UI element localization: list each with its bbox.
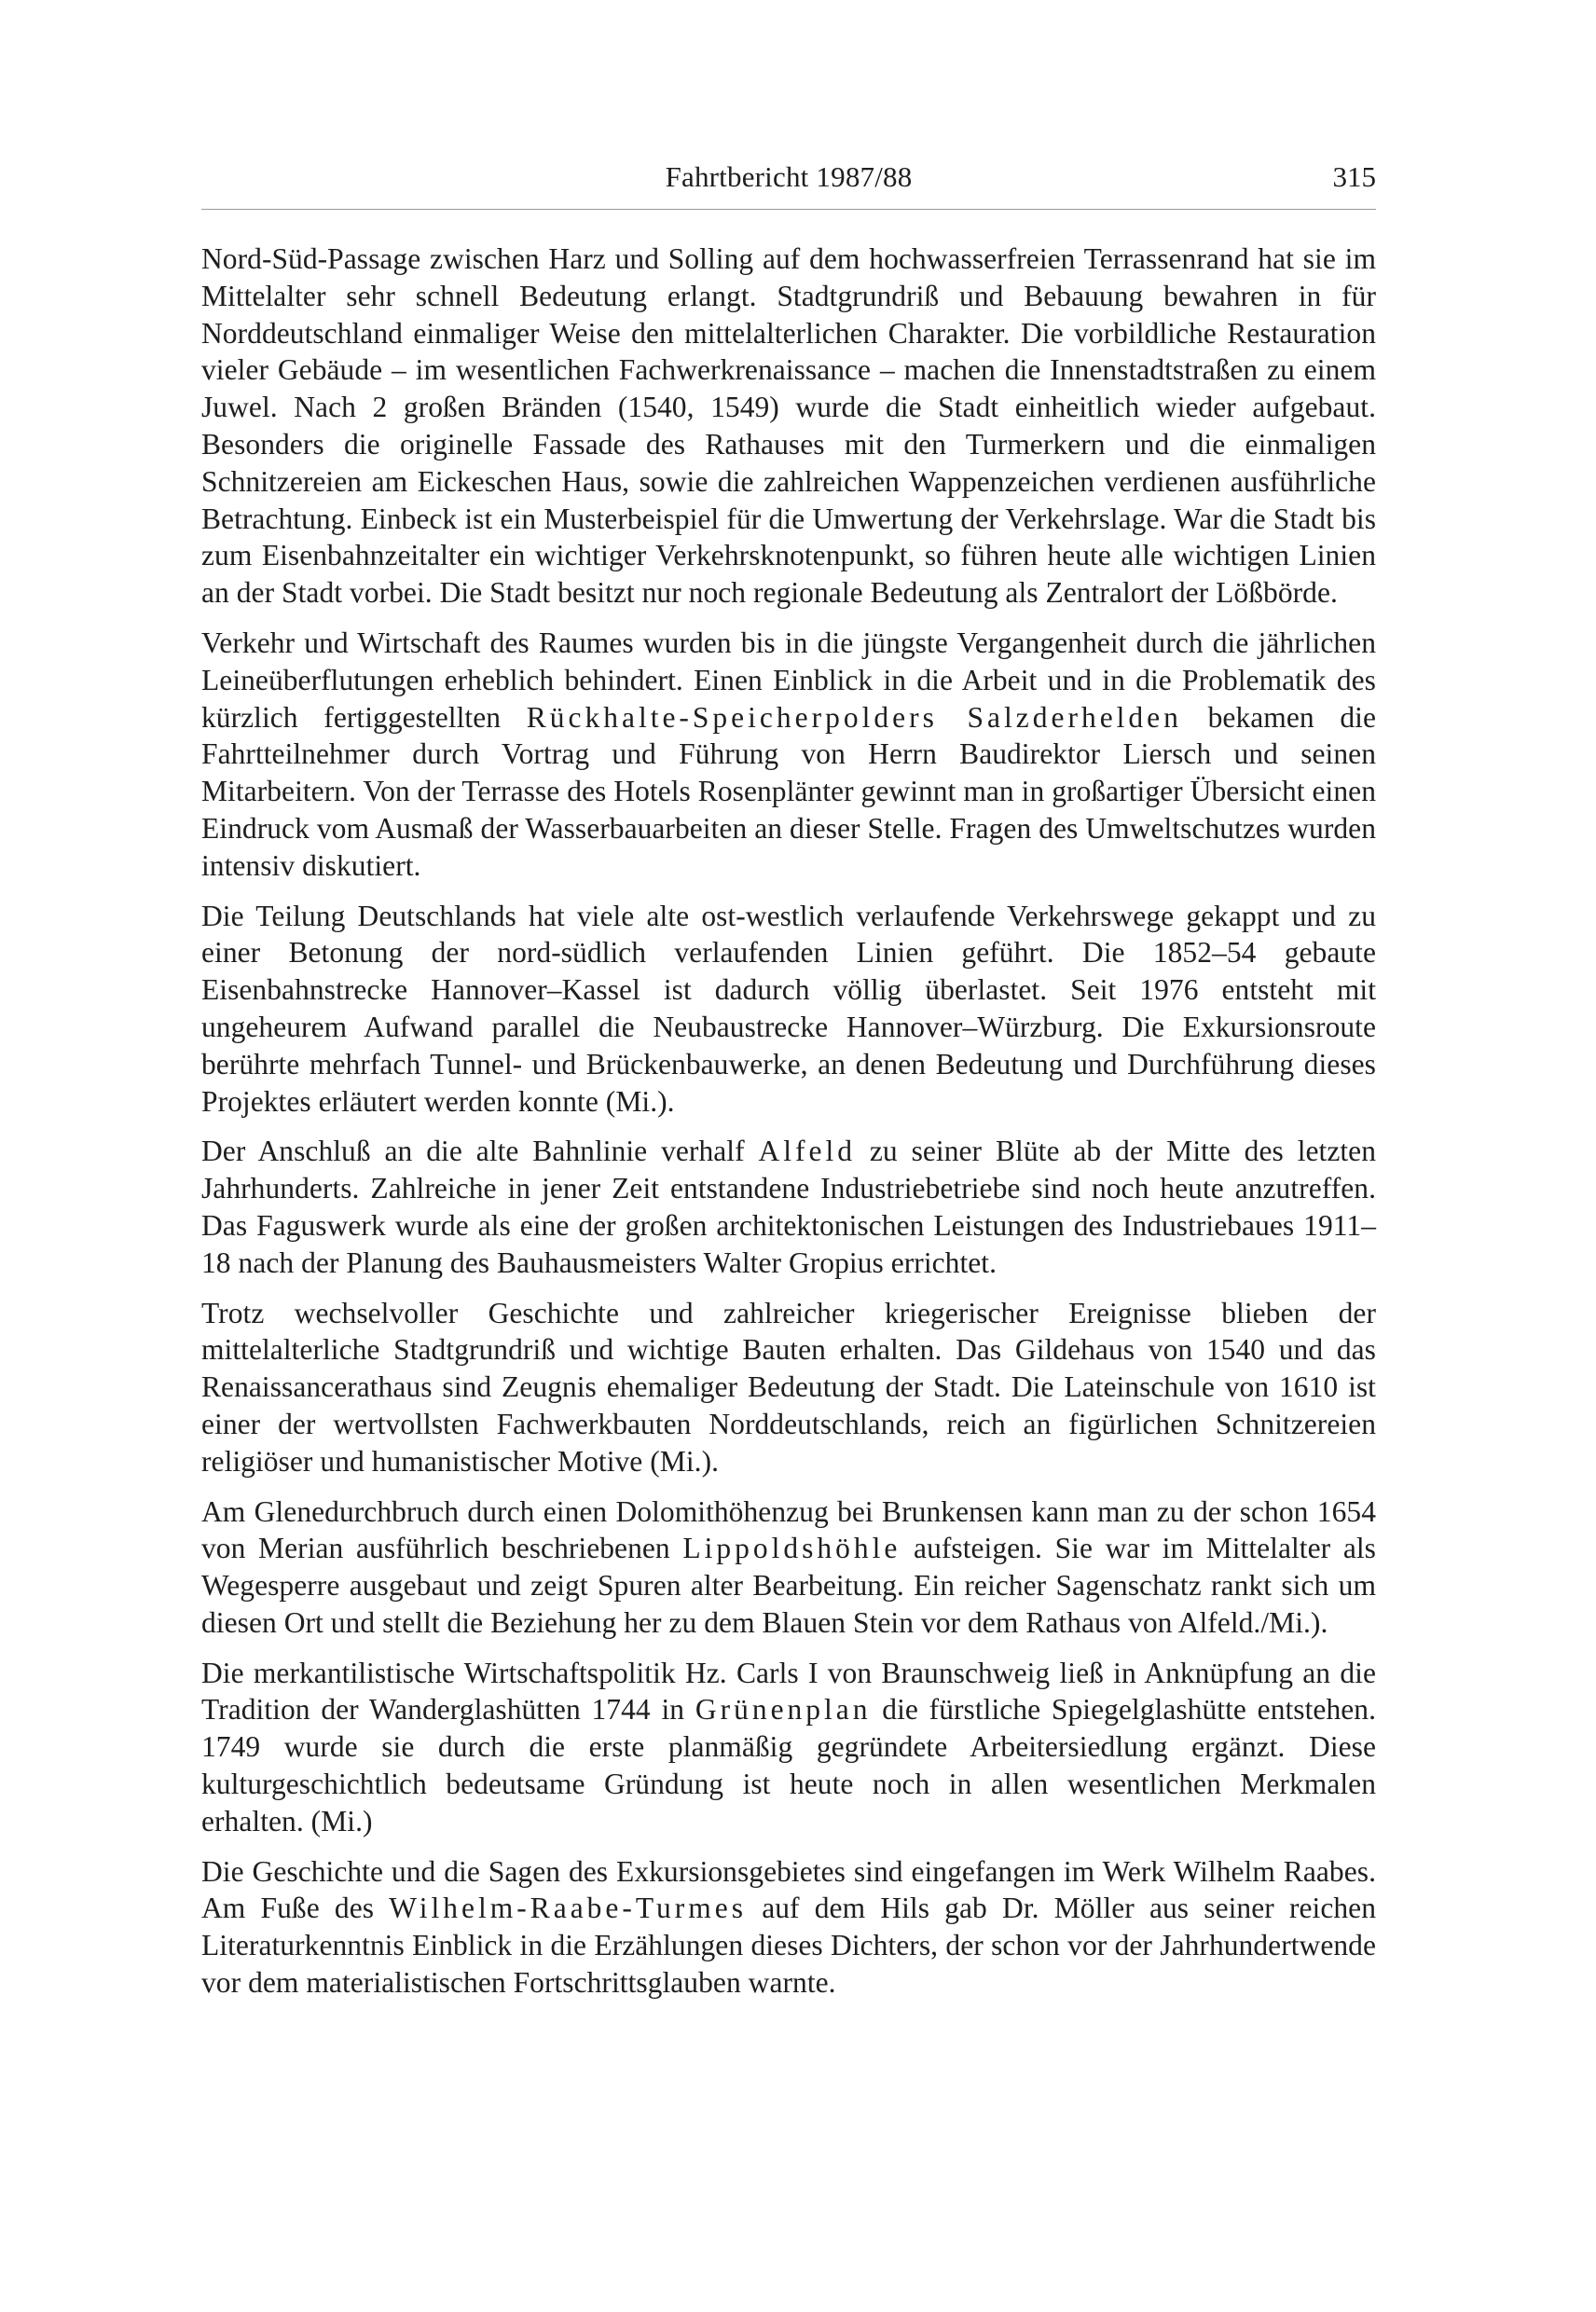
paragraph-neubaustrecke [201,898,1376,1121]
paragraph-salzderhelden [201,625,1376,885]
spaced-place-name: Rückhalte-Speicherpolders Salzderhelden [526,700,1182,734]
paragraph-text: die fürstliche Spiegelglashütte entstehen. 1749 wurde sie durch die erste planmäßig gegründete Arbeitersiedlung ergänzt. Diese kulturgeschichtlich bedeutsame Gründung ist heute noch in allen wesentlichen Merkmalen erhalten. (Mi.) [201,1693,1376,1837]
paragraph-alfeld [201,1133,1376,1281]
paragraph-text: Am Glenedurchbruch durch einen Dolomithöhenzug bei Brunkensen kann man zu der schon 1654 von Merian ausführlich beschriebenen [201,1494,1376,1565]
body-text [201,241,1376,2015]
paragraph-text: Verkehr und Wirtschaft des Raumes wurden bis in die jüngste Vergangenheit durch die jährlichen Leineüberflutungen erheblich behindert. Einen Einblick in die Arbeit und in die Problematik des kürzlich fertiggestellten [201,626,1376,734]
paragraph-text: Die merkantilistische Wirtschaftspolitik Hz. Carls I von Braunschweig ließ in Anknüpfung an die Tradition der Wanderglashütten 1744 in [201,1656,1376,1727]
paragraph-text: Trotz wechselvoller Geschichte und zahlreicher kriegerischer Ereignisse blieben der mittelalterliche Stadtgrundriß und wichtige Bauten erhalten. Das Gildehaus von 1540 und das Renaissancerathaus sind Zeugnis ehemaliger Bedeutung der Stadt. Die Lateinschule von 1610 ist einer der wertvollsten Fachwerkbauten Norddeutschlands, reich an figürlichen Schnitzereien religiöser und humanistischer Motive (Mi.). [201,1296,1376,1478]
paragraph-text: bekamen die Fahrtteilnehmer durch Vortrag und Führung von Herrn Baudirektor Liersch und seinen Mitarbeitern. Von der Terrasse des Hotels Rosenplänter gewinnt man in großartiger Übersicht einen Eindruck vom Ausmaß der Wasserbauarbeiten an dieser Stelle. Fragen des Umweltschutzes wurden intensiv diskutiert. [201,700,1376,882]
paragraph-text: auf dem Hils gab Dr. Möller aus seiner reichen Literaturkenntnis Einblick in die Erzählungen dieses Dichters, der schon vor der Jahrhundertwende vor dem materialistischen Fortschrittsglauben warnte. [201,1892,1377,2000]
paragraph-text: Die Geschichte und die Sagen des Exkursionsgebietes sind eingefangen im Werk Wilhelm Raabes. Am Fuße des [201,1854,1376,1925]
running-header [201,157,1376,198]
paragraph-stadtgrundriss [201,1295,1376,1480]
spaced-place-name: Alfeld [758,1135,856,1168]
header-rule [201,209,1376,210]
paragraph-text: aufsteigen. Sie war im Mittelalter als Wegesperre ausgebaut und zeigt Spuren alter Bearbeitung. Ein reicher Sagenschatz rankt sich um diesen Ort und stellt die Beziehung her zu dem Blauen Stein vor dem Rathaus von Alfeld./Mi.). [201,1532,1376,1639]
spaced-place-name: Wilhelm-Raabe-Turmes [389,1892,748,1925]
paragraph-text: Nord-Süd-Passage zwischen Harz und Solling auf dem hochwasserfreien Terrassenrand hat sie im Mittelalter sehr schnell Bedeutung erlangt. Stadtgrundriß und Bebauung bewahren in für Norddeutschland einmaliger Weise den mittelalterlichen Charakter. Die vorbildliche Restauration vieler Gebäude – im wesentlichen Fachwerkrenaissance – machen die Innenstadtstraßen zu einem Juwel. Nach 2 großen Bränden (1540, 1549) wurde die Stadt einheitlich wieder aufgebaut. Besonders die originelle Fassade des Rathauses mit den Turmerkern und die einmaligen Schnitzereien am Eickeschen Haus, sowie die zahlreichen Wappenzeichen verdienen ausführliche Betrachtung. Einbeck ist ein Musterbeispiel für die Umwertung der Verkehrslage. War die Stadt bis zum Eisenbahnzeitalter ein wichtiger Verkehrsknotenpunkt, so führen heute alle wichtigen Linien an der Stadt vorbei. Die Stadt besitzt nur noch regionale Bedeutung als Zentralort der Lößbörde. [201,242,1376,610]
paragraph-text: Die Teilung Deutschlands hat viele alte ost-westlich verlaufende Verkehrswege gekappt und zu einer Betonung der nord-südlich verlaufenden Linien geführt. Die 1852–54 gebaute Eisenbahnstrecke Hannover–Kassel ist dadurch völlig überlastet. Seit 1976 entsteht mit ungeheurem Aufwand parallel die Neubaustrecke Hannover–Würzburg. Die Exkursionsroute berührte mehrfach Tunnel- und Brückenbauwerke, an denen Bedeutung und Durchführung dieses Projektes erläutert werden konnte (Mi.). [201,899,1376,1118]
spaced-place-name: Grünenplan [695,1693,872,1727]
paragraph-gruenenplan [201,1655,1376,1840]
paragraph-text: zu seiner Blüte ab der Mitte des letzten Jahrhunderts. Zahlreiche in jener Zeit entstandene Industriebetriebe sind noch heute anzutreffen. Das Faguswerk wurde als eine der großen architektonischen Leistungen des Industriebaues 1911–18 nach der Planung des Bauhausmeisters Walter Gropius errichtet. [201,1135,1376,1279]
paragraph-text: Der Anschluß an die alte Bahnlinie verhalf [201,1135,759,1168]
paragraph-einbeck [201,241,1376,612]
paragraph-raabe [201,1853,1376,2002]
page-number: 315 [1332,160,1376,193]
paragraph-lippoldshoehle [201,1493,1376,1642]
spaced-place-name: Lippoldshöhle [682,1532,901,1565]
running-title: Fahrtbericht 1987/88 [665,160,913,193]
